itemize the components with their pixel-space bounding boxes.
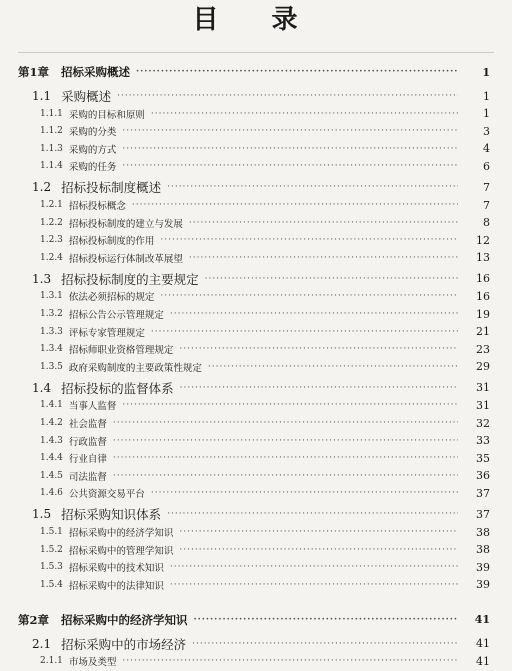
entry-number: 2.1.1 [40, 656, 63, 667]
entry-page-number: 7 [483, 198, 490, 212]
toc-entry-sub[interactable] [0, 483, 512, 503]
entry-number: 1.2.1 [40, 200, 63, 210]
entry-title: 招标采购中的市场经济 [61, 636, 187, 652]
dot-leader [122, 125, 458, 137]
dot-leader [180, 382, 458, 394]
entry-number: 1.4.3 [40, 435, 63, 446]
entry-number: 1.4.4 [40, 453, 63, 464]
entry-number: 1.3.4 [40, 344, 63, 355]
entry-number: 1.1.4 [40, 161, 63, 172]
entry-title: 招标采购概述 [61, 65, 131, 79]
entry-page-number: 37 [476, 486, 490, 500]
entry-page-number: 37 [476, 507, 490, 521]
toc-entry-sub[interactable] [0, 248, 512, 268]
entry-title: 招标采购中的经济学知识 [61, 612, 188, 627]
dot-leader [113, 435, 458, 447]
dot-leader [170, 561, 458, 573]
entry-number: 1.3 [32, 271, 52, 286]
dot-leader [160, 290, 458, 302]
entry-title: 招标师职业资格管理规定 [68, 345, 174, 357]
entry-number: 1.2.4 [40, 252, 63, 263]
dot-leader [122, 160, 458, 172]
entry-title: 政府采购制度的主要政策性规定 [68, 362, 202, 374]
entry-page-number: 31 [476, 381, 490, 395]
entry-title: 当事人监督 [68, 401, 117, 413]
dot-leader [117, 90, 458, 102]
dot-leader [151, 326, 458, 338]
entry-page-number: 29 [476, 360, 490, 374]
dot-leader [132, 199, 458, 211]
dot-leader [194, 614, 458, 626]
entry-page-number: 41 [474, 613, 490, 627]
toc-entry-sub[interactable] [0, 156, 512, 176]
entry-title: 招标投标制度的作用 [68, 236, 155, 248]
entry-title: 司法监督 [68, 471, 107, 483]
entry-title: 招标采购中的管理学知识 [68, 545, 174, 557]
entry-title: 评标专家管理规定 [68, 327, 145, 339]
dot-leader [122, 143, 458, 155]
entry-number: 第1章 [18, 65, 50, 79]
entry-number: 1.1.2 [40, 126, 63, 137]
dot-leader [122, 399, 458, 411]
entry-number: 1.3.5 [40, 361, 63, 372]
entry-page-number: 41 [476, 654, 490, 668]
entry-number: 1.5.1 [40, 527, 63, 537]
entry-page-number: 12 [476, 233, 490, 247]
entry-number: 1.5.4 [40, 579, 63, 590]
entry-title: 招标公告公示管理规定 [68, 310, 164, 321]
entry-title: 招标采购中的法律知识 [68, 580, 164, 592]
entry-number: 1.1.1 [40, 108, 63, 119]
entry-page-number: 1 [482, 65, 490, 79]
entry-title: 招标投标运行体制改革展望 [68, 253, 183, 265]
entry-title: 招标投标制度概述 [61, 180, 162, 196]
entry-number: 1.2.3 [40, 235, 63, 246]
entry-number: 1.3.3 [40, 326, 63, 337]
dot-leader [208, 361, 458, 373]
dot-leader [160, 234, 458, 246]
dot-leader [170, 308, 458, 320]
entry-number: 1.3.2 [40, 309, 63, 319]
entry-page-number: 41 [476, 637, 490, 651]
entry-page-number: 36 [476, 469, 490, 483]
dot-leader [170, 579, 458, 591]
entry-page-number: 16 [476, 272, 490, 286]
entry-title: 招标投标制度的主要规定 [61, 271, 199, 287]
entry-page-number: 33 [476, 434, 490, 448]
entry-number: 第2章 [18, 612, 50, 627]
entry-number: 1.3.1 [40, 291, 63, 302]
entry-number: 1.4.6 [40, 488, 63, 499]
dot-leader [113, 417, 458, 429]
entry-page-number: 19 [476, 307, 490, 321]
entry-title: 采购的方式 [68, 144, 117, 156]
entry-number: 1.5.2 [40, 544, 63, 555]
entry-title: 采购的目标和原则 [68, 109, 145, 121]
entry-number: 1.4 [32, 380, 52, 395]
entry-number: 1.4.2 [40, 418, 63, 428]
dot-leader [113, 452, 458, 464]
entry-number: 1.1.3 [40, 143, 63, 154]
entry-title: 社会监督 [68, 419, 107, 430]
entry-title: 招标投标概念 [68, 201, 126, 212]
toc-entry-sub[interactable] [0, 575, 512, 595]
entry-title: 采购的分类 [68, 127, 117, 139]
entry-title: 行业自律 [68, 454, 107, 466]
toc-entry-chapter[interactable] [0, 610, 512, 630]
dot-leader [179, 544, 458, 556]
entry-number: 1.2.2 [40, 217, 63, 228]
toc-entry-chapter[interactable] [0, 62, 512, 82]
entry-title: 采购的任务 [68, 162, 117, 174]
dot-leader [189, 252, 458, 264]
entry-number: 1.2 [32, 180, 52, 195]
dot-leader [189, 217, 458, 229]
dot-leader [167, 181, 458, 193]
dot-leader [179, 343, 458, 355]
entry-number: 1.4.5 [40, 470, 63, 481]
entry-page-number: 8 [483, 216, 490, 230]
entry-number: 2.1 [32, 636, 52, 651]
entry-title: 招标采购中的技术知识 [68, 563, 164, 575]
entry-page-number: 6 [483, 159, 490, 173]
entry-title: 市场及类型 [68, 657, 117, 669]
dot-leader [151, 108, 458, 120]
entry-title: 招标采购知识体系 [61, 507, 162, 523]
entry-page-number: 4 [483, 142, 490, 156]
entry-page-number: 21 [476, 325, 490, 339]
entry-page-number: 1 [483, 89, 490, 103]
entry-title: 公共资源交易平台 [68, 489, 145, 501]
dot-leader [179, 526, 458, 538]
entry-page-number: 32 [476, 416, 490, 430]
entry-title: 招标采购中的经济学知识 [68, 528, 174, 539]
entry-page-number: 38 [476, 543, 490, 557]
entry-page-number: 38 [476, 525, 490, 539]
entry-page-number: 1 [483, 107, 490, 121]
header-divider [18, 52, 494, 53]
entry-title: 招标投标制度的建立与发展 [68, 218, 183, 230]
entry-page-number: 16 [476, 289, 490, 303]
toc-entry-sub[interactable] [0, 357, 512, 377]
dot-leader [136, 66, 458, 78]
entry-number: 1.5.3 [40, 562, 63, 573]
entry-number: 1.1 [32, 89, 52, 103]
dot-leader [167, 508, 458, 520]
entry-page-number: 39 [476, 578, 490, 592]
entry-page-number: 7 [483, 180, 490, 194]
entry-page-number: 35 [476, 451, 490, 465]
entry-title: 依法必须招标的规定 [68, 292, 155, 304]
entry-title: 行政监督 [68, 436, 107, 448]
toc-entry-sub[interactable] [0, 651, 512, 671]
entry-number: 1.5 [32, 507, 52, 522]
dot-leader [122, 655, 458, 667]
entry-number: 1.4.1 [40, 400, 63, 411]
entry-title: 采购概述 [61, 89, 112, 104]
entry-page-number: 31 [476, 398, 490, 412]
entry-page-number: 3 [483, 124, 490, 138]
dot-leader [192, 638, 458, 650]
page-title: 目 录 [192, 5, 320, 35]
dot-leader [151, 487, 458, 499]
entry-title: 招标投标的监督体系 [61, 380, 174, 396]
entry-page-number: 23 [476, 342, 490, 356]
dot-leader [205, 273, 458, 285]
entry-page-number: 13 [476, 251, 490, 265]
dot-leader [113, 470, 458, 482]
entry-page-number: 39 [476, 560, 490, 574]
